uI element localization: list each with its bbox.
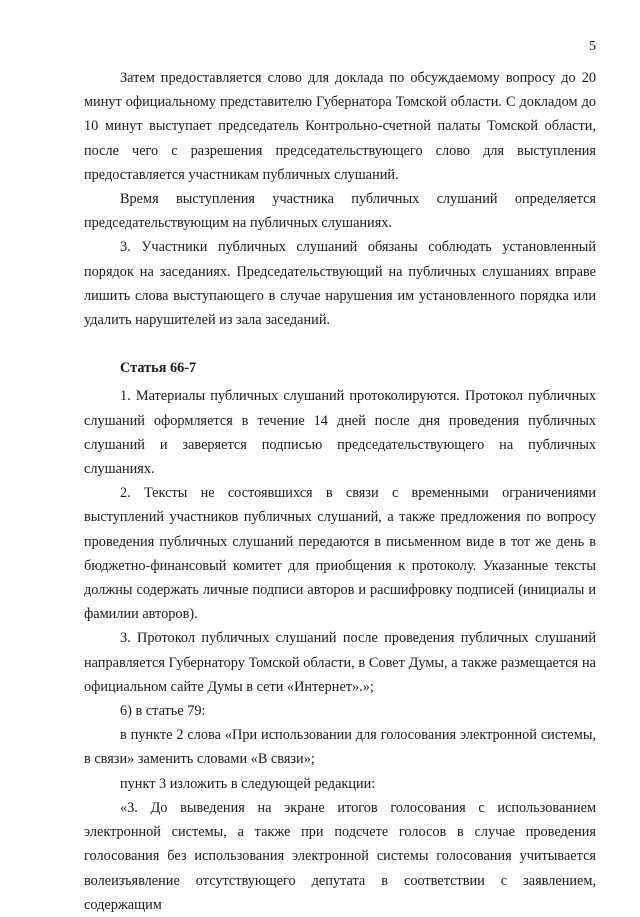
document-body <box>84 66 596 917</box>
paragraph: 3. Участники публичных слушаний обязаны соблюдать установленный порядок на заседаниях. Председательствующий на публичных слушаниях вправе лишить слова выступающего в случае нарушения им установленного порядка или удалить нарушителей из зала заседаний. <box>84 239 596 329</box>
article-heading: Статья 66-7 <box>120 360 197 377</box>
paragraph: в пункте 2 слова «При использовании для голосования электронной системы, в связи» заменить словами «В связи»; <box>84 727 596 768</box>
paragraph: Время выступления участника публичных слушаний определяется председательствующим на публичных слушаниях. <box>84 191 596 232</box>
paragraph: 3. Протокол публичных слушаний после проведения публичных слушаний направляется Губернатору Томской области, в Совет Думы, а также размещается на официальном сайте Думы в сети «Интернет».»; <box>84 630 596 695</box>
paragraph: «3. До выведения на экране итогов голосования с использованием электронной системы, а также при подсчете голосов в случае проведения голосования без использования электронной системы голосования учитывается волеизъявление отсутствующего депутата в соответствии с заявлением, содержащим <box>84 799 596 913</box>
paragraph: пункт 3 изложить в следующей редакции: <box>120 775 376 792</box>
paragraph: 1. Материалы публичных слушаний протоколируются. Протокол публичных слушаний оформляется в течение 14 дней после дня проведения публичных слушаний и заверяется подписью председательствующего на публичных слушаниях. <box>84 388 596 478</box>
paragraph: Затем предоставляется слово для доклада по обсуждаемому вопросу до 20 минут официальному представителю Губернатора Томской области. С докладом до 10 минут выступает председатель Контрольно-счетной палаты Томской области, после чего с разрешения председательствующего слово для выступления предоставляется участникам публичных слушаний. <box>84 70 596 183</box>
page-number: 5 <box>589 39 596 54</box>
paragraph: 2. Тексты не состоявшихся в связи с временными ограничениями выступлений участников публичных слушаний, а также предложения по вопросу проведения публичных слушаний передаются в письменном виде в тот же день в бюджетно-финансовый комитет для приобщения к протоколу. Указанные тексты должны содержать личные подписи авторов и расшифровку подписей (инициалы и фамилии авторов). <box>84 485 596 623</box>
paragraph: 6) в статье 79: <box>120 703 206 720</box>
